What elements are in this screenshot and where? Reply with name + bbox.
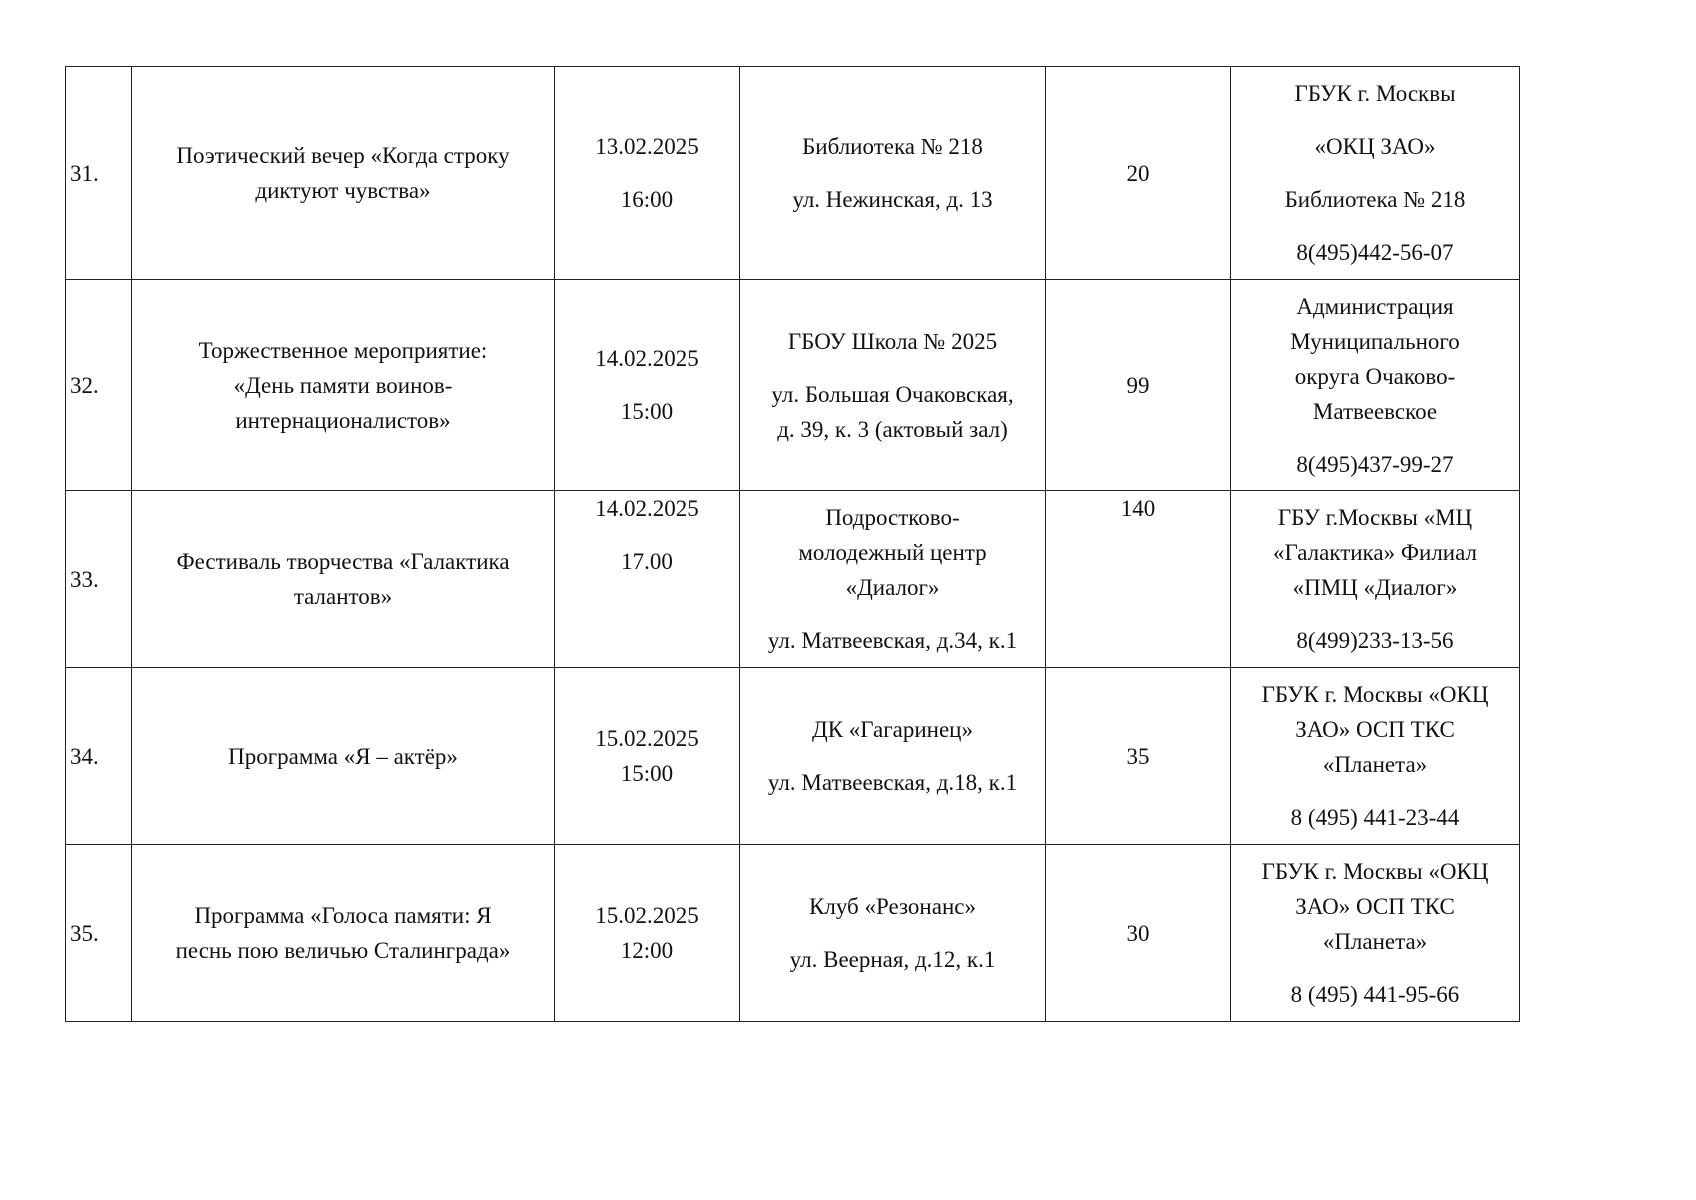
venue-address: д. 39, к. 3 (актовый зал)	[777, 416, 1008, 442]
event-venue	[740, 491, 1046, 668]
organizer-phone: 8 (495) 441-95-66	[1290, 982, 1460, 1007]
venue-address: ул. Нежинская, д. 13	[792, 187, 993, 212]
event-venue	[740, 668, 1046, 845]
event-time: 16:00	[620, 187, 674, 212]
organizer-phone: 8(495)442-56-07	[1296, 240, 1454, 265]
organizer: ГБУК г. Москвы «ОКЦ ЗАО» Библиотека № 218 8(495)442-56-07	[1231, 67, 1520, 280]
event-time: 12:00	[620, 938, 674, 963]
event-date: 13.02.2025	[595, 134, 699, 159]
event-datetime	[555, 280, 740, 491]
event-datetime	[555, 491, 740, 668]
event-title: Программа «Голоса памяти: Я песнь пою величью Сталинграда»	[132, 845, 555, 1022]
participant-count: 35	[1046, 668, 1231, 845]
event-title: Торжественное мероприятие: «День памяти воинов- интернационалистов»	[132, 280, 555, 491]
event-title: Программа «Я – актёр»	[132, 668, 555, 845]
organizer-phone: 8 (495) 441-23-44	[1290, 805, 1460, 830]
venue-address: ул. Большая Очаковская,	[771, 381, 1014, 407]
organizer: ГБУК г. Москвы «ОКЦ ЗАО» ОСП ТКС «Планета» 8 (495) 441-23-44	[1231, 668, 1520, 845]
venue-name: «Диалог»	[845, 575, 940, 600]
venue-name: Клуб «Резонанс»	[809, 894, 976, 919]
event-time: 15:00	[620, 761, 674, 786]
venue-name: Библиотека № 218	[802, 134, 983, 159]
row-number: 35.	[66, 845, 132, 1022]
participant-count: 140	[1046, 491, 1231, 668]
event-datetime	[555, 67, 740, 280]
venue-name: Подростково-	[825, 505, 960, 530]
event-title: Поэтический вечер «Когда строку диктуют чувства»	[132, 67, 555, 280]
participant-count: 99	[1046, 280, 1231, 491]
event-time: 17.00	[621, 549, 673, 574]
event-datetime	[555, 668, 740, 845]
row-number: 31.	[66, 67, 132, 280]
venue-address: ул. Веерная, д.12, к.1	[789, 947, 996, 972]
event-venue	[740, 845, 1046, 1022]
venue-name: молодежный центр	[798, 540, 987, 565]
event-datetime	[555, 845, 740, 1022]
venue-address: ул. Матвеевская, д.34, к.1	[767, 628, 1018, 653]
table-row	[66, 67, 1520, 280]
event-venue	[740, 280, 1046, 491]
table-row	[66, 668, 1520, 845]
event-date: 14.02.2025	[595, 346, 699, 371]
table-row	[66, 491, 1520, 668]
organizer: ГБУК г. Москвы «ОКЦ ЗАО» ОСП ТКС «Планета» 8 (495) 441-95-66	[1231, 845, 1520, 1022]
event-time: 15:00	[620, 399, 674, 424]
venue-name: ГБОУ Школа № 2025	[787, 328, 998, 354]
organizer: Администрация Муниципального округа Очаково- Матвеевское 8(495)437-99-27	[1231, 280, 1520, 491]
venue-name: ДК «Гагаринец»	[812, 717, 973, 742]
events-table	[65, 66, 1520, 1022]
organizer: ГБУ г.Москвы «МЦ «Галактика» Филиал «ПМЦ «Диалог» 8(499)233-13-56	[1231, 491, 1520, 668]
event-date: 15.02.2025	[595, 726, 699, 751]
venue-address: ул. Матвеевская, д.18, к.1	[767, 770, 1018, 795]
table-row	[66, 280, 1520, 491]
organizer-phone: 8(499)233-13-56	[1296, 628, 1454, 653]
organizer-phone: 8(495)437-99-27	[1296, 451, 1454, 477]
row-number: 33.	[66, 491, 132, 668]
event-date: 15.02.2025	[595, 903, 699, 928]
row-number: 32.	[66, 280, 132, 491]
participant-count: 30	[1046, 845, 1231, 1022]
event-title: Фестиваль творчества «Галактика талантов»	[132, 491, 555, 668]
row-number: 34.	[66, 668, 132, 845]
event-venue	[740, 67, 1046, 280]
participant-count: 20	[1046, 67, 1231, 280]
table-row	[66, 845, 1520, 1022]
event-date: 14.02.2025	[595, 496, 699, 521]
